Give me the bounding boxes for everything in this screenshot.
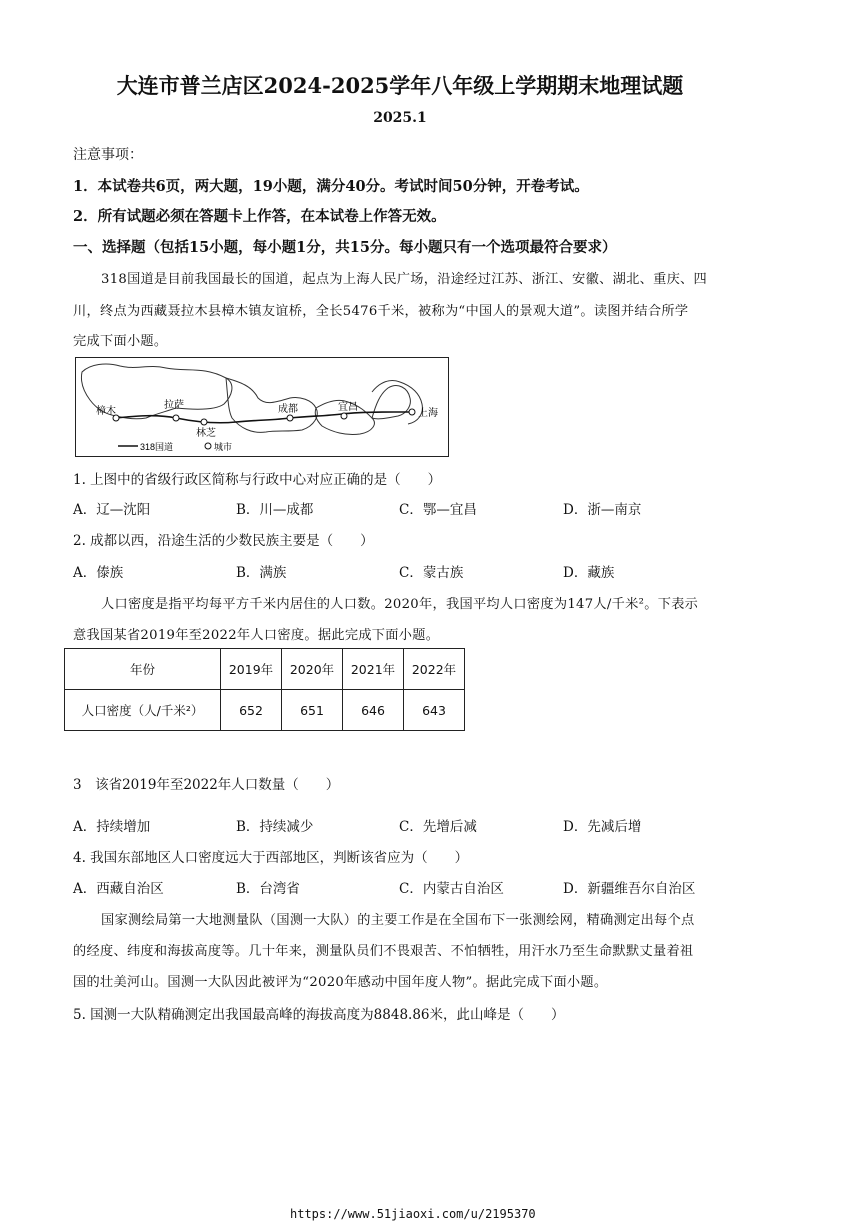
passage1-line1: 318国道是目前我国最长的国道，起点为上海人民广场，沿途经过江苏、浙江、安徽、湖北、重庆、四 bbox=[101, 272, 708, 287]
table-header-cell: 2021年 bbox=[343, 649, 404, 690]
q1-option-b: B．川—成都 bbox=[236, 502, 314, 518]
table-header-cell: 2020年 bbox=[282, 649, 343, 690]
passage1-line2: 川，终点为西藏聂拉木县樟木镇友谊桥，全长5476千米，被称为“中国人的景观大道”。读图并结合所学 bbox=[73, 304, 689, 319]
footer-url: https://www.51jiaoxi.com/u/2195370 bbox=[290, 1207, 536, 1221]
passage3-line2: 的经度、纬度和海拔高度等。几十年来，测量队员们不畏艰苦、不怕牺牲，用汗水乃至生命默默丈量着祖 bbox=[73, 944, 694, 959]
notes-heading: 注意事项： bbox=[73, 147, 143, 163]
q1-option-c: C．鄂—宜昌 bbox=[399, 502, 477, 518]
table-header-row bbox=[65, 649, 465, 690]
q1-option-a: A．辽—沈阳 bbox=[73, 502, 151, 518]
population-density-table bbox=[64, 648, 465, 731]
q1-option-d: D．浙—南京 bbox=[563, 502, 642, 518]
q5-stem: 5. 国测一大队精确测定出我国最高峰的海拔高度为8848.86米，此山峰是（ ） bbox=[73, 1007, 565, 1023]
note-item-1: 1．本试卷共6页，两大题，19小题，满分40分。考试时间50分钟，开卷考试。 bbox=[73, 178, 589, 195]
city-dot-yichang bbox=[341, 413, 347, 419]
passage1-line3: 完成下面小题。 bbox=[73, 334, 168, 349]
city-dot-shanghai bbox=[409, 409, 415, 415]
table-cell: 646 bbox=[343, 690, 404, 731]
q2-option-d: D．藏族 bbox=[563, 565, 615, 581]
passage3-line1: 国家测绘局第一大地测量队（国测一大队）的主要工作是在全国布下一张测绘网，精确测定出每个点 bbox=[101, 913, 695, 928]
table-header-cell: 年份 bbox=[65, 649, 221, 690]
legend-city-label: 城市 bbox=[214, 442, 233, 452]
note-item-2: 2．所有试题必须在答题卡上作答，在本试卷上作答无效。 bbox=[73, 208, 446, 225]
q3-stem: 3 该省2019年至2022年人口数量（ ） bbox=[73, 777, 340, 793]
city-label-yichang: 宜昌 bbox=[338, 402, 358, 413]
q4-option-a: A．西藏自治区 bbox=[73, 881, 164, 897]
passage2-line1: 人口密度是指平均每平方千米内居住的人口数。2020年，我国平均人口密度为147人/千米²。下表示 bbox=[101, 597, 699, 612]
legend-city-swatch bbox=[205, 443, 211, 449]
q4-option-d: D．新疆维吾尔自治区 bbox=[563, 881, 696, 897]
q3-option-d: D．先减后增 bbox=[563, 819, 642, 835]
route-map-svg bbox=[76, 358, 448, 456]
q3-option-a: A．持续增加 bbox=[73, 819, 151, 835]
q1-stem: 1. 上图中的省级行政区简称与行政中心对应正确的是（ ） bbox=[73, 472, 442, 488]
table-cell: 652 bbox=[221, 690, 282, 731]
exam-date: 2025.1 bbox=[373, 110, 427, 126]
city-dot-linzhi bbox=[201, 419, 207, 425]
table-header-cell: 2022年 bbox=[404, 649, 465, 690]
q2-option-b: B．满族 bbox=[236, 565, 287, 581]
q4-option-c: C．内蒙古自治区 bbox=[399, 881, 504, 897]
city-dot-lasa bbox=[173, 415, 179, 421]
city-label-lasa: 拉萨 bbox=[164, 400, 184, 411]
city-dot-chengdu bbox=[287, 415, 293, 421]
q2-option-a: A．傣族 bbox=[73, 565, 124, 581]
legend-road-label: 318国道 bbox=[140, 442, 174, 452]
q4-option-b: B．台湾省 bbox=[236, 881, 300, 897]
table-cell: 651 bbox=[282, 690, 343, 731]
table-row-label: 人口密度（人/千米²） bbox=[65, 690, 221, 731]
route-318-line bbox=[116, 412, 414, 423]
table-row bbox=[65, 690, 465, 731]
q3-option-b: B．持续减少 bbox=[236, 819, 314, 835]
city-label-chengdu: 成都 bbox=[278, 404, 298, 415]
q3-option-c: C．先增后减 bbox=[399, 819, 477, 835]
table-header-cell: 2019年 bbox=[221, 649, 282, 690]
city-label-linzhi: 林芝 bbox=[196, 428, 216, 439]
city-label-shanghai: 上海 bbox=[418, 408, 438, 419]
route-map bbox=[75, 357, 449, 457]
page-title: 大连市普兰店区2024-2025学年八年级上学期期末地理试题 bbox=[116, 73, 684, 98]
passage2-line2: 意我国某省2019年至2022年人口密度。据此完成下面小题。 bbox=[73, 628, 440, 643]
city-label-zhangmu: 樟木 bbox=[96, 406, 116, 417]
q4-stem: 4. 我国东部地区人口密度远大于西部地区，判断该省应为（ ） bbox=[73, 850, 469, 866]
table-cell: 643 bbox=[404, 690, 465, 731]
section-heading: 一、选择题（包括15小题，每小题1分，共15分。每小题只有一个选项最符合要求） bbox=[73, 239, 617, 256]
q2-stem: 2. 成都以西，沿途生活的少数民族主要是（ ） bbox=[73, 533, 374, 549]
passage3-line3: 国的壮美河山。国测一大队因此被评为“2020年感动中国年度人物”。据此完成下面小题。 bbox=[73, 975, 608, 990]
q2-option-c: C．蒙古族 bbox=[399, 565, 464, 581]
